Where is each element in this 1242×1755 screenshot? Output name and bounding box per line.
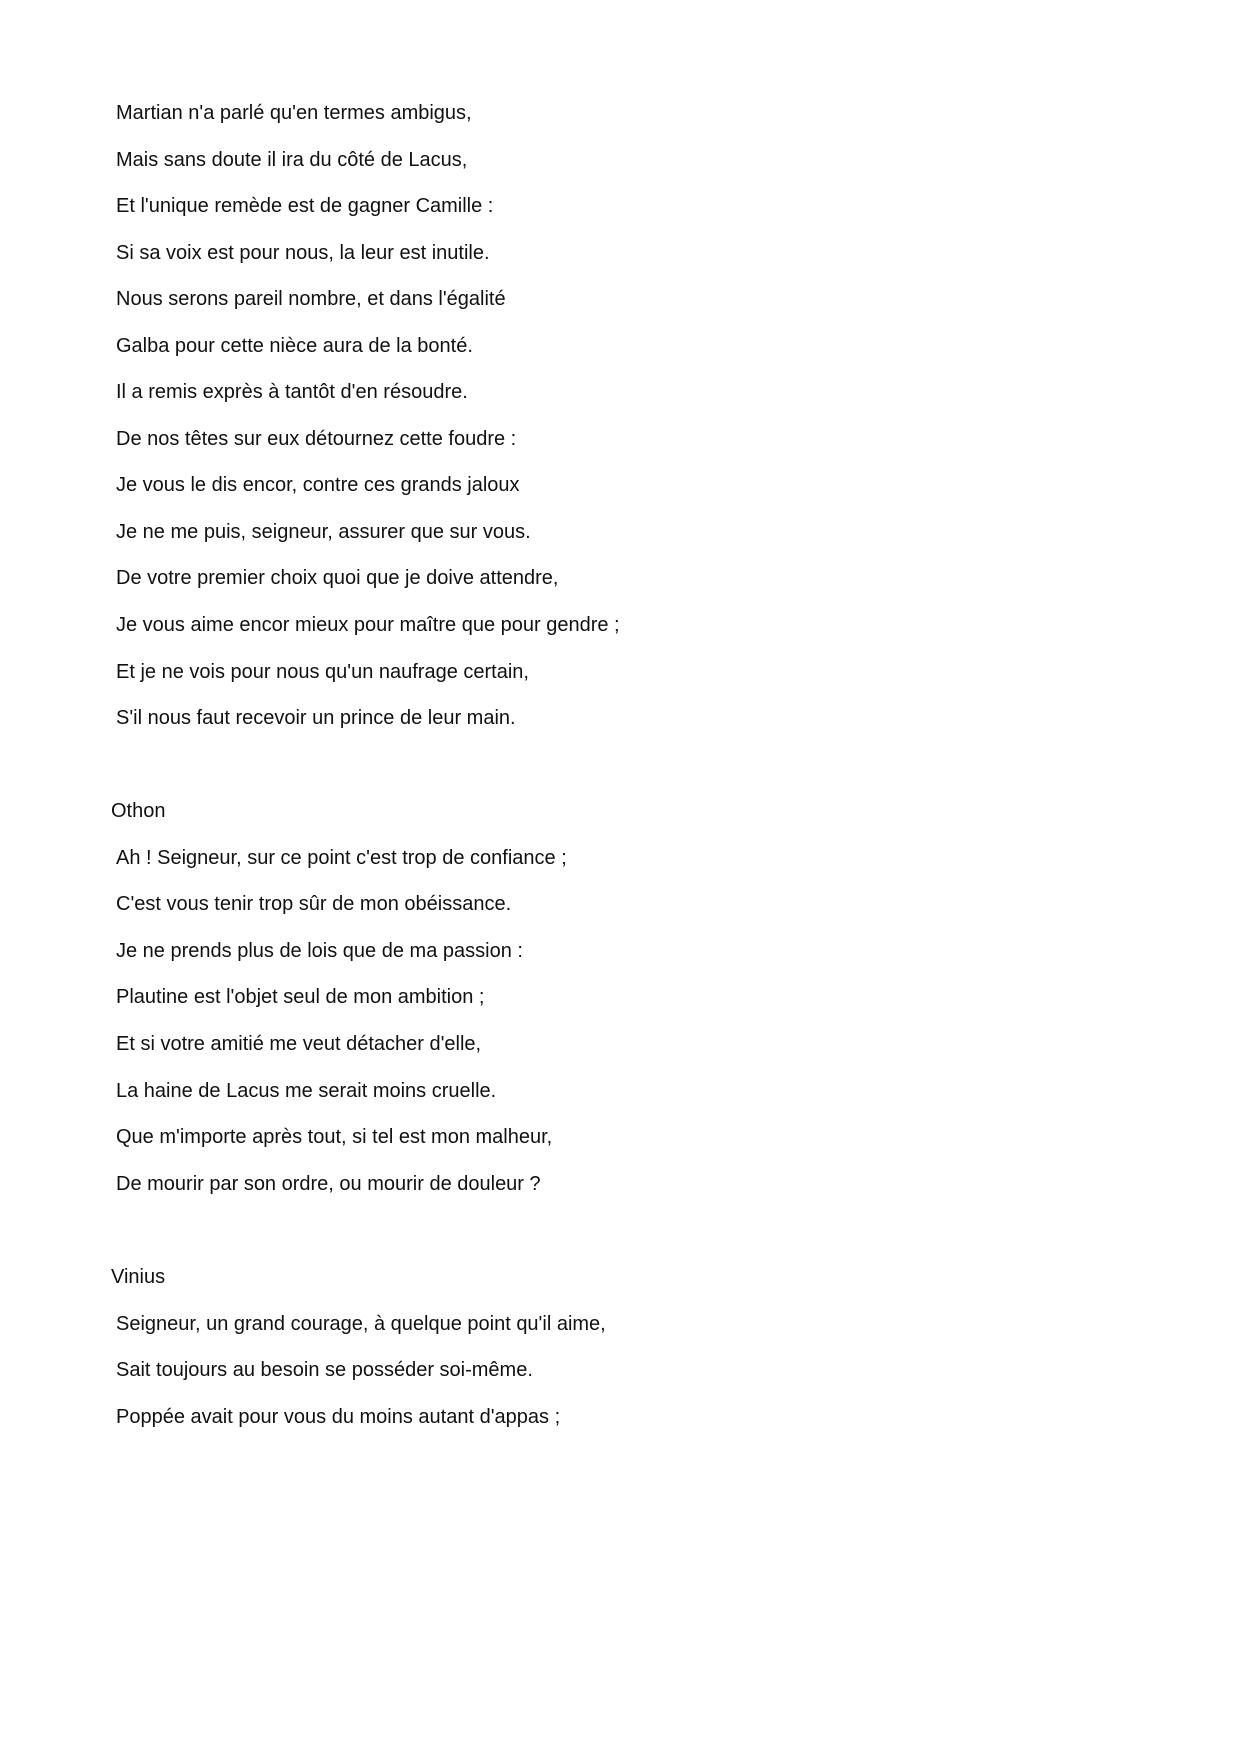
verse-line: Nous serons pareil nombre, et dans l'égalité — [116, 288, 506, 310]
verse-line: Je vous aime encor mieux pour maître que pour gendre ; — [116, 614, 620, 636]
verse-line: De nos têtes sur eux détournez cette foudre : — [116, 428, 517, 450]
verse-line: Et l'unique remède est de gagner Camille : — [116, 195, 494, 217]
verse-line: Mais sans doute il ira du côté de Lacus, — [116, 149, 468, 171]
verse-line: Sait toujours au besoin se posséder soi-même. — [116, 1359, 533, 1381]
speaker-name: Vinius — [111, 1266, 166, 1288]
speaker-name: Othon — [111, 800, 166, 822]
verse-line: Poppée avait pour vous du moins autant d'appas ; — [116, 1406, 561, 1428]
verse-line: Ah ! Seigneur, sur ce point c'est trop de confiance ; — [116, 847, 567, 869]
verse-line: De votre premier choix quoi que je doive attendre, — [116, 567, 559, 589]
verse-line: S'il nous faut recevoir un prince de leur main. — [116, 707, 516, 729]
verse-line: Il a remis exprès à tantôt d'en résoudre. — [116, 381, 468, 403]
verse-line: Si sa voix est pour nous, la leur est inutile. — [116, 242, 490, 264]
verse-line: Plautine est l'objet seul de mon ambition ; — [116, 986, 485, 1008]
verse-line: Martian n'a parlé qu'en termes ambigus, — [116, 102, 472, 124]
verse-line: C'est vous tenir trop sûr de mon obéissance. — [116, 893, 512, 915]
verse-line: De mourir par son ordre, ou mourir de douleur ? — [116, 1173, 541, 1195]
verse-line: Galba pour cette nièce aura de la bonté. — [116, 335, 473, 357]
verse-line: Je ne prends plus de lois que de ma passion : — [116, 940, 523, 962]
verse-line: Et je ne vois pour nous qu'un naufrage certain, — [116, 661, 529, 683]
verse-line: Que m'importe après tout, si tel est mon malheur, — [116, 1126, 553, 1148]
verse-line: Je vous le dis encor, contre ces grands jaloux — [116, 474, 520, 496]
verse-line: La haine de Lacus me serait moins cruelle. — [116, 1080, 497, 1102]
verse-line: Et si votre amitié me veut détacher d'elle, — [116, 1033, 482, 1055]
verse-line: Je ne me puis, seigneur, assurer que sur vous. — [116, 521, 531, 543]
verse-line: Seigneur, un grand courage, à quelque point qu'il aime, — [116, 1313, 606, 1335]
